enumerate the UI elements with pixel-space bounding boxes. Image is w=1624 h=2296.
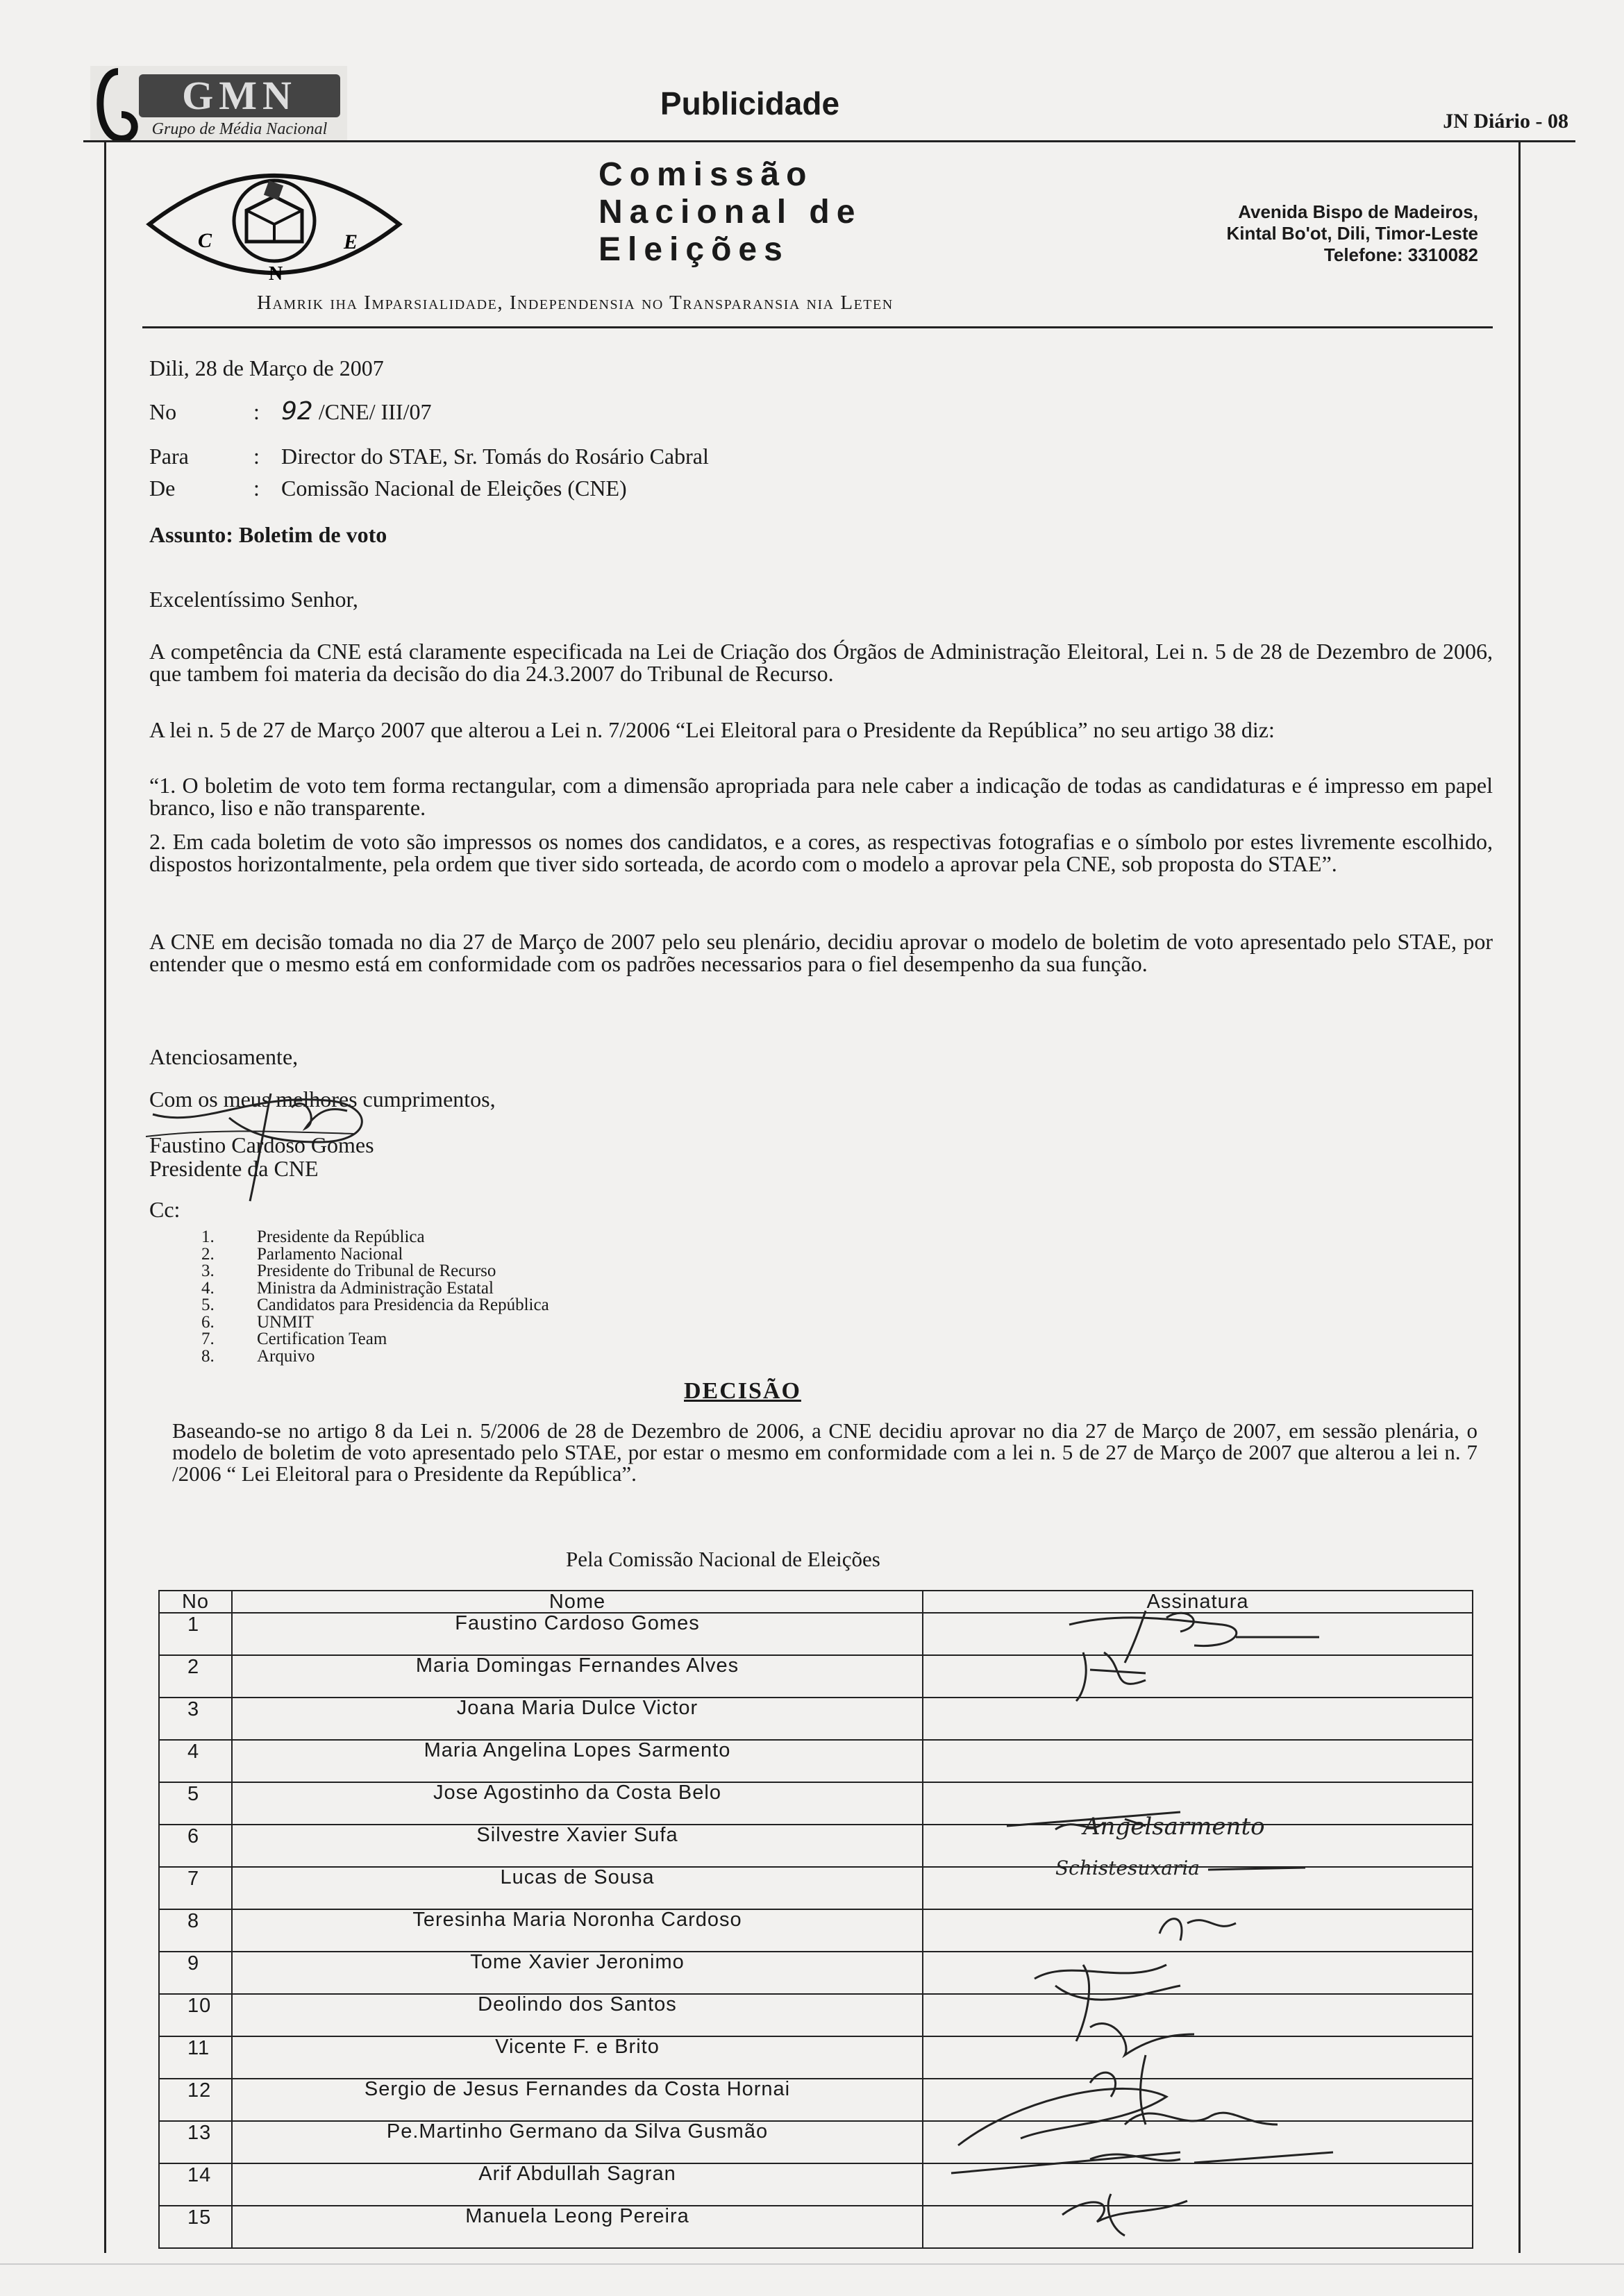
cc-label: Cc: [149,1197,181,1222]
cc-text: UNMIT [257,1312,314,1332]
edition-label: JN Diário - 08 [1443,110,1568,133]
subject-line: Assunto: Boletim de voto [149,522,387,547]
cc-number: 7. [201,1330,215,1348]
closing-1: Atenciosamente, [149,1044,299,1069]
signature-4-text: Angelsarmento [1083,1813,1265,1841]
row-name: Teresinha Maria Noronha Cardoso [232,1909,923,1952]
signature-1 [1069,1611,1237,1663]
signatures-overlay [916,1597,1472,2256]
signature-12 [958,2088,1278,2145]
row-number: 15 [159,2206,232,2248]
row-name: Pe.Martinho Germano da Silva Gusmão [232,2121,923,2163]
cc-item [201,1331,549,1348]
cc-number: 4. [201,1278,215,1298]
para-value: Director do STAE, Sr. Tomás do Rosário Cabral [281,444,709,469]
row-name: Maria Angelina Lopes Sarmento [232,1740,923,1782]
header-no: No [159,1591,232,1613]
row-name: Arif Abdullah Sagran [232,2163,923,2206]
cc-item [201,1229,549,1246]
de-label: De [149,476,176,501]
row-name: Lucas de Sousa [232,1867,923,1909]
cne-title-line: Nacional de [598,194,862,231]
decisao-body: Baseando-se no artigo 8 da Lei n. 5/2006 de 28 de Dezembro de 2006, a CNE decidiu aprovar no dia 27 de Março de 2007, em sessão plenária, o modelo de boletim de voto apresentado pelo STAE, por estar o mesmo em conformidade com a lei n. 5 de 27 de Março de 2007 que alterou a lei n. 7 /2006 “ Lei Eleitoral para o Presidente da República”. [172,1418,1477,1486]
cne-title-line: Comissão [598,156,814,193]
de-row [149,474,627,502]
row-number: 13 [159,2121,232,2163]
row-number: 5 [159,1782,232,1825]
row-name: Jose Agostinho da Costa Belo [232,1782,923,1825]
row-name: Deolindo dos Santos [232,1994,923,2036]
address-line: Avenida Bispo de Madeiros, [1238,201,1478,222]
header-nome: Nome [232,1591,923,1613]
row-number: 10 [159,1994,232,2036]
signature-9 [1035,1965,1180,2041]
cc-item [201,1314,549,1332]
address-line: Telefone: 3310082 [1323,244,1478,265]
cc-item [201,1297,549,1314]
cc-number: 3. [201,1262,215,1280]
signature-14 [1062,2194,1187,2236]
handwritten-ref-number: 92 [281,397,313,426]
gmn-logo-subtitle: Grupo de Média Nacional [151,120,328,138]
signature-13 [951,2152,1333,2173]
row-name: Joana Maria Dulce Victor [232,1698,923,1740]
salutation: Excelentíssimo Senhor, [149,587,358,612]
cc-number: 2. [201,1244,215,1264]
cne-title-line: Eleições [598,231,789,268]
row-name: Tome Xavier Jeronimo [232,1952,923,1994]
row-number: 6 [159,1825,232,1867]
decisao-heading: DECISÃO [684,1378,801,1404]
gmn-logo-text: GMN [182,73,297,118]
signer-block [149,1133,374,1180]
cne-title [598,156,862,269]
signer-name: Faustino Cardoso Gomes [149,1132,374,1157]
row-number: 8 [159,1909,232,1952]
cc-number: 1. [201,1227,215,1246]
signature-2 [1076,1652,1146,1701]
colon: : [253,444,260,469]
cc-text: Presidente da República [257,1227,425,1246]
cc-item [201,1348,549,1366]
row-name: Vicente F. e Brito [232,2036,923,2079]
row-name: Maria Domingas Fernandes Alves [232,1655,923,1698]
ref-number-row [149,398,431,426]
paragraph-1: A competência da CNE está claramente especificada na Lei de Criação dos Órgãos de Administração Eleitoral, Lei n. 5 de 28 de Dezembro de 2006, que tambem foi materia da decisão do dia 24.3.2007 do Tribunal de Recurso. [149,639,1493,686]
cc-text: Certification Team [257,1330,387,1348]
quote-1: “1. O boletim de voto tem forma rectangular, com a dimensão apropriada para nele caber a indicação de todas as candidaturas e é impresso em papel branco, liso e não transparente. [149,773,1493,820]
cc-text: Ministra da Administração Estatal [257,1278,494,1298]
paragraph-2: A lei n. 5 de 27 de Março 2007 que alterou a Lei n. 7/2006 “Lei Eleitoral para o Presidente da República” no seu artigo 38 diz: [149,717,1275,742]
colon: : [253,399,260,424]
slogan-rule [142,326,1493,328]
logo-letter-c: C [198,229,212,252]
signature-8 [1160,1919,1236,1941]
signer-title: Presidente da CNE [149,1156,319,1181]
signature-6-line [1208,1868,1305,1870]
row-number: 1 [159,1613,232,1655]
cc-item [201,1246,549,1264]
logo-letter-n: N [269,263,283,285]
cc-list [201,1229,549,1365]
row-name: Manuela Leong Pereira [232,2206,923,2248]
cc-text: Candidatos para Presidencia da República [257,1296,549,1314]
cc-text: Presidente do Tribunal de Recurso [257,1262,496,1280]
paragraph-3: A CNE em decisão tomada no dia 27 de Março de 2007 pelo seu plenário, decidiu aprovar o modelo de boletim de voto apresentado pelo STAE, por entender que o mesmo está em conformidade com os padrões necessarios para o fiel desempenho da sua função. [149,929,1493,976]
cc-number: 8. [201,1346,215,1366]
cc-number: 6. [201,1312,215,1332]
de-value: Comissão Nacional de Eleições (CNE) [281,476,627,501]
address-line: Kintal Bo'ot, Dili, Timor-Leste [1226,223,1478,244]
no-value: /CNE/ III/07 [318,399,432,424]
para-row [149,442,709,470]
cc-item [201,1280,549,1298]
date-line: Dili, 28 de Março de 2007 [149,355,384,380]
row-number: 9 [159,1952,232,1994]
section-title: Publicidade [660,85,840,121]
logo-letter-e: E [344,231,358,253]
row-number: 11 [159,2036,232,2079]
row-number: 3 [159,1698,232,1740]
quote-2: 2. Em cada boletim de voto são impressos os nomes dos candidatos, e a cores, as respectivas fotografias e o símbolo por estes livremente escolhido, dispostos horizontalmente, pela ordem que tiver sido sorteada, de acordo com o modelo a aprovar pela CNE, sob proposta do STAE”. [149,829,1493,876]
row-number: 4 [159,1740,232,1782]
signature-6-text: Schistesuxaria [1055,1857,1200,1879]
colon: : [253,476,260,501]
cne-slogan: Hamrik iha Imparsialidade, Independensia no Transparansia nia Leten [257,292,894,314]
row-number: 7 [159,1867,232,1909]
header-assinatura: Assinatura [923,1591,1473,1613]
row-number: 14 [159,2163,232,2206]
bottom-edge [0,2263,1624,2265]
row-name: Silvestre Xavier Sufa [232,1825,923,1867]
cc-item [201,1263,549,1280]
row-number: 12 [159,2079,232,2121]
row-name: Sergio de Jesus Fernandes da Costa Hornai [232,2079,923,2121]
gmn-logo [90,66,347,142]
para-label: Para [149,444,189,469]
cc-number: 5. [201,1296,215,1314]
no-label: No [149,399,177,424]
signature-10 [1090,2024,1194,2055]
cne-address [1226,201,1478,266]
cc-text: Arquivo [257,1346,315,1366]
cc-text: Parlamento Nacional [257,1244,403,1264]
row-name: Faustino Cardoso Gomes [232,1613,923,1655]
pela-line: Pela Comissão Nacional de Eleições [566,1547,880,1571]
closing-2: Com os meus melhores cumprimentos, [149,1087,496,1112]
cne-eye-logo [142,158,406,290]
row-number: 2 [159,1655,232,1698]
